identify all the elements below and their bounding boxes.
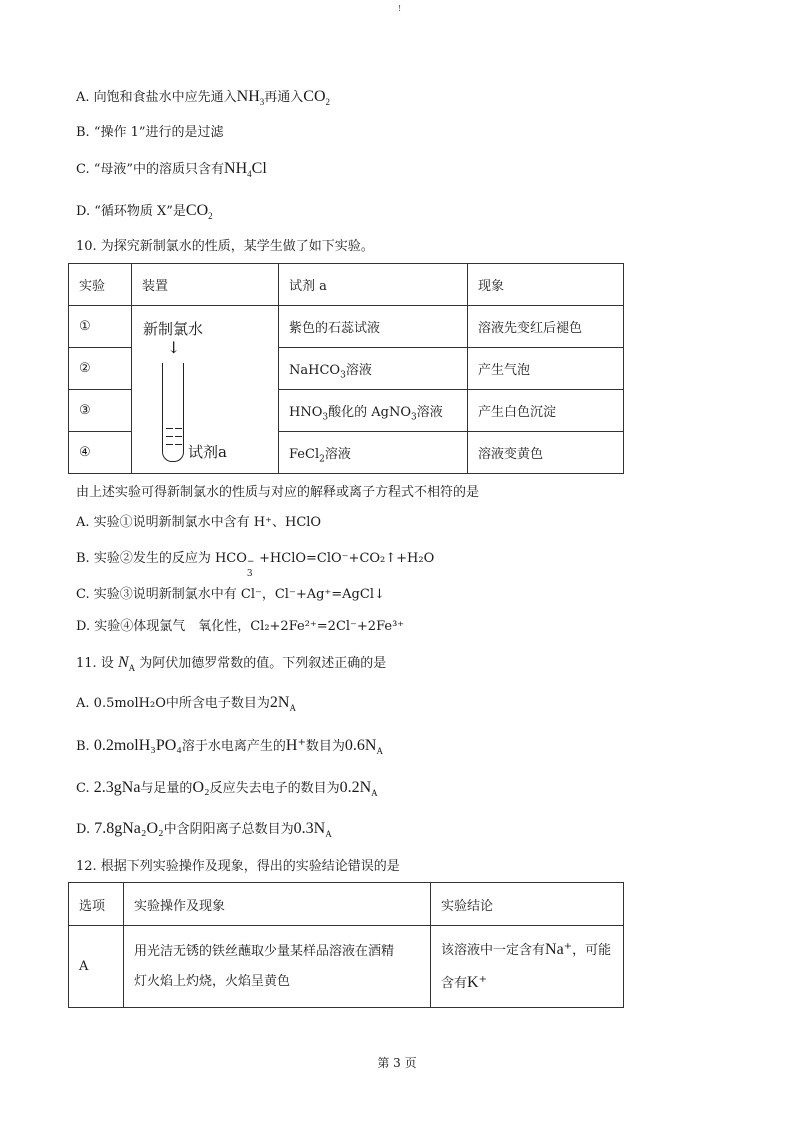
phenomenon: 溶液先变红后褪色 — [468, 306, 624, 348]
q10-question: 由上述实验可得新制氯水的性质与对应的解释或离子方程式不相符的是 — [76, 485, 480, 500]
reagent: $HNO_3$酸化的 AgNO$_3$溶液 — [279, 390, 468, 432]
table-header: 试剂 a — [279, 264, 468, 306]
q10-option-c: C. 实验③说明新制氯水中有 Cl⁻，Cl⁻+Ag⁺=AgCl↓ — [76, 587, 385, 602]
table-header: 装置 — [132, 264, 279, 306]
reagent: 紫色的石蕊试液 — [279, 306, 468, 348]
conclusion-cell: 该溶液中一定含有Na⁺，可能 含有K⁺ — [431, 926, 624, 1008]
arrow-down-icon: ↓ — [167, 338, 181, 357]
page-footer: 第 3 页 — [377, 1056, 417, 1070]
q9-option-c: C. “母液”中的溶质只含有$NH_4Cl$ — [76, 160, 267, 180]
row-number: ③ — [69, 390, 132, 432]
q10-stem: 10. 为探究新制氯水的性质，某学生做了如下实验。 — [76, 239, 374, 254]
table-header: 现象 — [468, 264, 624, 306]
option-cell: A — [69, 926, 124, 1008]
table-header: 实验结论 — [431, 883, 624, 926]
phenomenon: 溶液变黄色 — [468, 432, 624, 474]
q11-option-c: C. 2.3gNa与足量的O₂反应失去电子的数目为$0.2N_A$ — [76, 779, 378, 799]
row-number: ② — [69, 348, 132, 390]
phenomenon: 产生白色沉淀 — [468, 390, 624, 432]
q10-option-a: A. 实验①说明新制氯水中含有 H⁺、HClO — [76, 515, 322, 530]
operation-cell: 用光洁无锈的铁丝蘸取少量某样品溶液在酒精 灯火焰上灼烧，火焰呈黄色 — [124, 926, 431, 1008]
liquid-line — [175, 444, 182, 445]
test-tube-icon — [162, 363, 184, 462]
q9-option-b: B. “操作 1”进行的是过滤 — [76, 125, 224, 140]
q10-table — [68, 263, 624, 474]
q11-option-a: A. 0.5molH₂O中所含电子数目为$2N_A$ — [76, 694, 296, 714]
q9-option-a: A. 向饱和食盐水中应先通入$NH_3$再通入$CO_2$ — [76, 88, 331, 108]
phenomenon: 产生气泡 — [468, 348, 624, 390]
q11-option-d: D. 7.8gNa₂O₂中含阴阳离子总数目为$0.3N_A$ — [76, 820, 332, 840]
q12-stem: 12. 根据下列实验操作及现象，得出的实验结论错误的是 — [76, 859, 400, 874]
liquid-line — [166, 436, 173, 437]
apparatus-label-top: 新制氯水 — [143, 320, 204, 338]
apparatus-label-side: 试剂a — [188, 443, 227, 461]
q11-stem: 11. 设 $N_A$ 为阿伏加德罗常数的值。下列叙述正确的是 — [76, 654, 387, 674]
q9-option-d: D. “循环物质 X”是$CO_2$ — [76, 202, 213, 222]
row-number: ① — [69, 306, 132, 348]
table-header-row — [69, 883, 624, 926]
table-header: 选项 — [69, 883, 124, 926]
q12-table — [68, 882, 624, 1008]
top-mark: ! — [398, 4, 402, 13]
table-header: 实验 — [69, 264, 132, 306]
row-number: ④ — [69, 432, 132, 474]
liquid-line — [175, 428, 182, 429]
liquid-line — [175, 436, 182, 437]
q10-option-d: D. 实验④体现氯气 氧化性，Cl₂+2Fe²⁺=2Cl⁻+2Fe³⁺ — [76, 619, 405, 634]
reagent: FeCl$_2$溶液 — [279, 432, 468, 474]
table-header-row — [69, 264, 624, 306]
liquid-line — [166, 444, 173, 445]
table-row — [69, 926, 624, 1008]
q11-option-b: B. 0.2molH₃PO₄溶于水电离产生的H⁺数目为$0.6N_A$ — [76, 737, 383, 757]
liquid-line — [166, 428, 173, 429]
reagent: NaHCO$_3$溶液 — [279, 348, 468, 390]
table-header: 实验操作及现象 — [124, 883, 431, 926]
q10-option-b: B. 实验②发生的反应为 HCO − 3 +HClO=ClO⁻+CO₂↑+H₂O — [76, 551, 435, 579]
